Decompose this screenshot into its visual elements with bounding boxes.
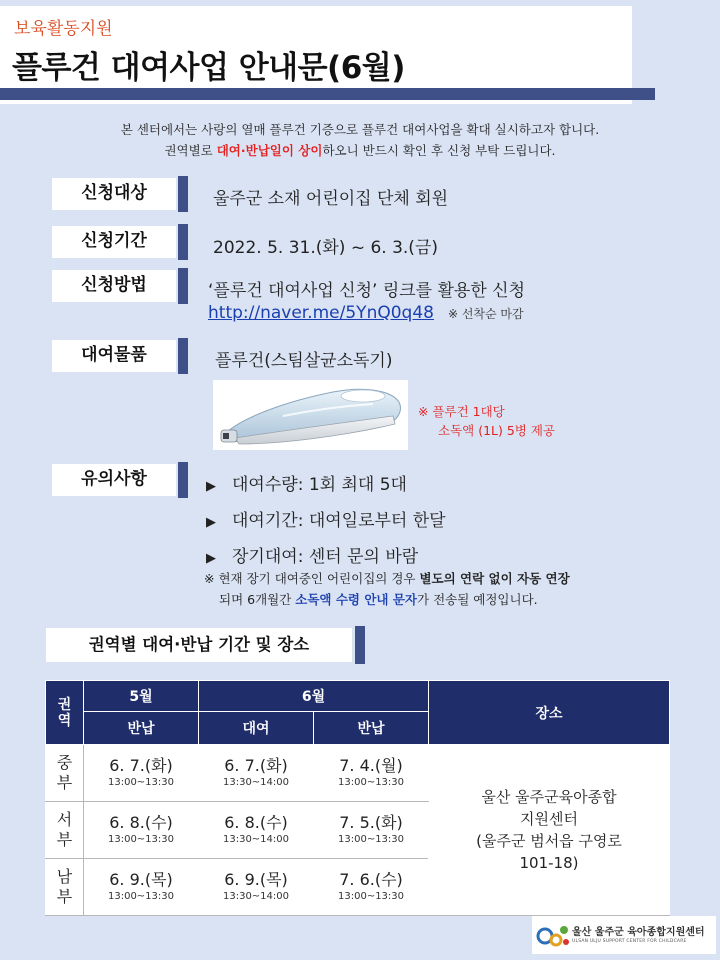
application-link[interactable]: http://naver.me/5YnQ0q48 [208, 303, 434, 323]
page-title: 플루건 대여사업 안내문(6월) [12, 50, 405, 86]
date-text: 6. 9.(목) [109, 870, 173, 889]
date-text: 6. 7.(화) [109, 756, 173, 775]
region-name: 서부 [56, 810, 73, 849]
intro-text [0, 119, 720, 161]
region-name: 중부 [56, 753, 73, 792]
period-value: 2022. 5. 31.(화) ~ 6. 3.(금) [213, 238, 438, 258]
item-note-line-1: ※ 플루건 1대당 [418, 404, 505, 419]
june-rent-cell [199, 859, 314, 916]
item-note [418, 402, 555, 440]
category-label: 보육활동지원 [14, 19, 113, 39]
notice-line-1-start: ※ 현재 장기 대여중인 어린이집의 경우 [204, 571, 420, 586]
item-note-line-2: 소독액 (1L) 5병 제공 [438, 423, 555, 438]
triangle-bullet-icon: ▶ [206, 551, 216, 566]
june-rent-cell [199, 745, 314, 802]
june-rent-cell [199, 802, 314, 859]
intro-highlight: 대여·반납일이 상이 [216, 143, 323, 158]
time-text: 13:30~14:00 [222, 777, 289, 788]
intro-line-2 [0, 140, 720, 161]
center-name: 울산 울주군 육아종합지원센터 [572, 926, 705, 938]
notice-line-2 [204, 589, 570, 610]
center-logo [532, 916, 716, 954]
caution-text: 장기대여: 센터 문의 바람 [232, 547, 419, 567]
date-text: 7. 6.(수) [339, 870, 403, 889]
date-text: 6. 9.(목) [224, 870, 288, 889]
june-return-header: 반납 [314, 712, 429, 745]
caution-item [206, 504, 446, 540]
june-return-cell [314, 859, 429, 916]
notice-bold: 별도의 연락 없이 자동 연장 [419, 571, 570, 586]
caution-label: 유의사항 [52, 464, 176, 496]
june-return-cell [314, 745, 429, 802]
time-text: 13:00~13:30 [338, 777, 405, 788]
method-link-row [208, 303, 524, 323]
may-return-header: 반납 [84, 712, 199, 745]
target-value: 울주군 소재 어린이집 단체 회원 [213, 189, 449, 209]
place-line-4: 101-18) [519, 854, 579, 872]
caution-list [206, 468, 446, 576]
date-text: 7. 5.(화) [339, 813, 403, 832]
intro-line-2-start: 권역별로 [164, 143, 217, 158]
table-header-row [46, 681, 670, 712]
may-return-cell [84, 745, 199, 802]
time-text: 13:30~14:00 [222, 834, 289, 845]
region-cell [46, 859, 84, 916]
intro-line-2-end: 하오니 반드시 확인 후 신청 부탁 드립니다. [322, 143, 556, 158]
center-name-en: ULSAN ULJU SUPPORT CENTER FOR CHILDCARE [572, 938, 687, 944]
time-text: 13:00~13:30 [107, 834, 174, 845]
place-header: 장소 [429, 681, 670, 745]
place-line-1: 울산 울주군육아종합 [481, 788, 617, 806]
method-label-bar [178, 268, 188, 304]
caution-label-bar [178, 462, 188, 498]
may-return-cell [84, 802, 199, 859]
notice-line-2-start: 되며 6개월간 [219, 592, 296, 607]
notice-line-1 [204, 568, 570, 589]
center-logo-icon [536, 920, 572, 950]
june-return-cell [314, 802, 429, 859]
date-text: 6. 7.(화) [224, 756, 288, 775]
caution-text: 대여수량: 1회 최대 5대 [232, 475, 407, 495]
may-return-cell [84, 859, 199, 916]
region-cell [46, 745, 84, 802]
region-header [46, 681, 84, 745]
triangle-bullet-icon: ▶ [206, 479, 216, 494]
time-text: 13:00~13:30 [338, 891, 405, 902]
flugun-device-icon [213, 380, 408, 450]
auto-extension-notice [204, 568, 570, 610]
schedule-section-title: 권역별 대여·반납 기간 및 장소 [46, 628, 352, 662]
period-label-bar [178, 224, 188, 260]
june-header: 6월 [199, 681, 429, 712]
target-label: 신청대상 [52, 178, 176, 210]
place-cell [429, 745, 670, 916]
region-header-label: 권역 [57, 696, 72, 729]
may-header: 5월 [84, 681, 199, 712]
triangle-bullet-icon: ▶ [206, 515, 216, 530]
table-row [46, 745, 670, 802]
place-line-2: 지원센터 [520, 810, 578, 828]
caution-text: 대여기간: 대여일로부터 한달 [232, 511, 446, 531]
region-name: 남부 [56, 867, 73, 906]
schedule-table [45, 680, 670, 916]
june-rent-header: 대여 [199, 712, 314, 745]
time-text: 13:00~13:30 [107, 777, 174, 788]
notice-line-2-end: 가 전송될 예정입니다. [417, 592, 538, 607]
method-value: ‘플루건 대여사업 신청’ 링크를 활용한 신청 [208, 281, 526, 301]
time-text: 13:00~13:30 [338, 834, 405, 845]
method-note: ※ 선착순 마감 [447, 307, 524, 321]
caution-item [206, 468, 446, 504]
item-label-bar [178, 338, 188, 374]
date-text: 7. 4.(월) [339, 756, 403, 775]
item-label: 대여물품 [52, 340, 176, 372]
place-line-3: (울주군 범서읍 구영로 [476, 832, 622, 850]
region-cell [46, 802, 84, 859]
header-accent-bar [0, 88, 655, 100]
time-text: 13:00~13:30 [107, 891, 174, 902]
notice-highlight: 소독액 수령 안내 문자 [295, 592, 418, 607]
method-label: 신청방법 [52, 270, 176, 302]
target-label-bar [178, 176, 188, 212]
schedule-section-bar [355, 626, 365, 664]
time-text: 13:30~14:00 [222, 891, 289, 902]
item-value: 플루건(스팀살균소독기) [215, 351, 393, 371]
flugun-product-image [213, 380, 408, 450]
date-text: 6. 8.(수) [224, 813, 288, 832]
date-text: 6. 8.(수) [109, 813, 173, 832]
intro-line-1: 본 센터에서는 사랑의 열매 플루건 기증으로 플루건 대여사업을 확대 실시하고자 합니다. [120, 122, 600, 137]
period-label: 신청기간 [52, 226, 176, 258]
center-logo-text [572, 927, 705, 944]
